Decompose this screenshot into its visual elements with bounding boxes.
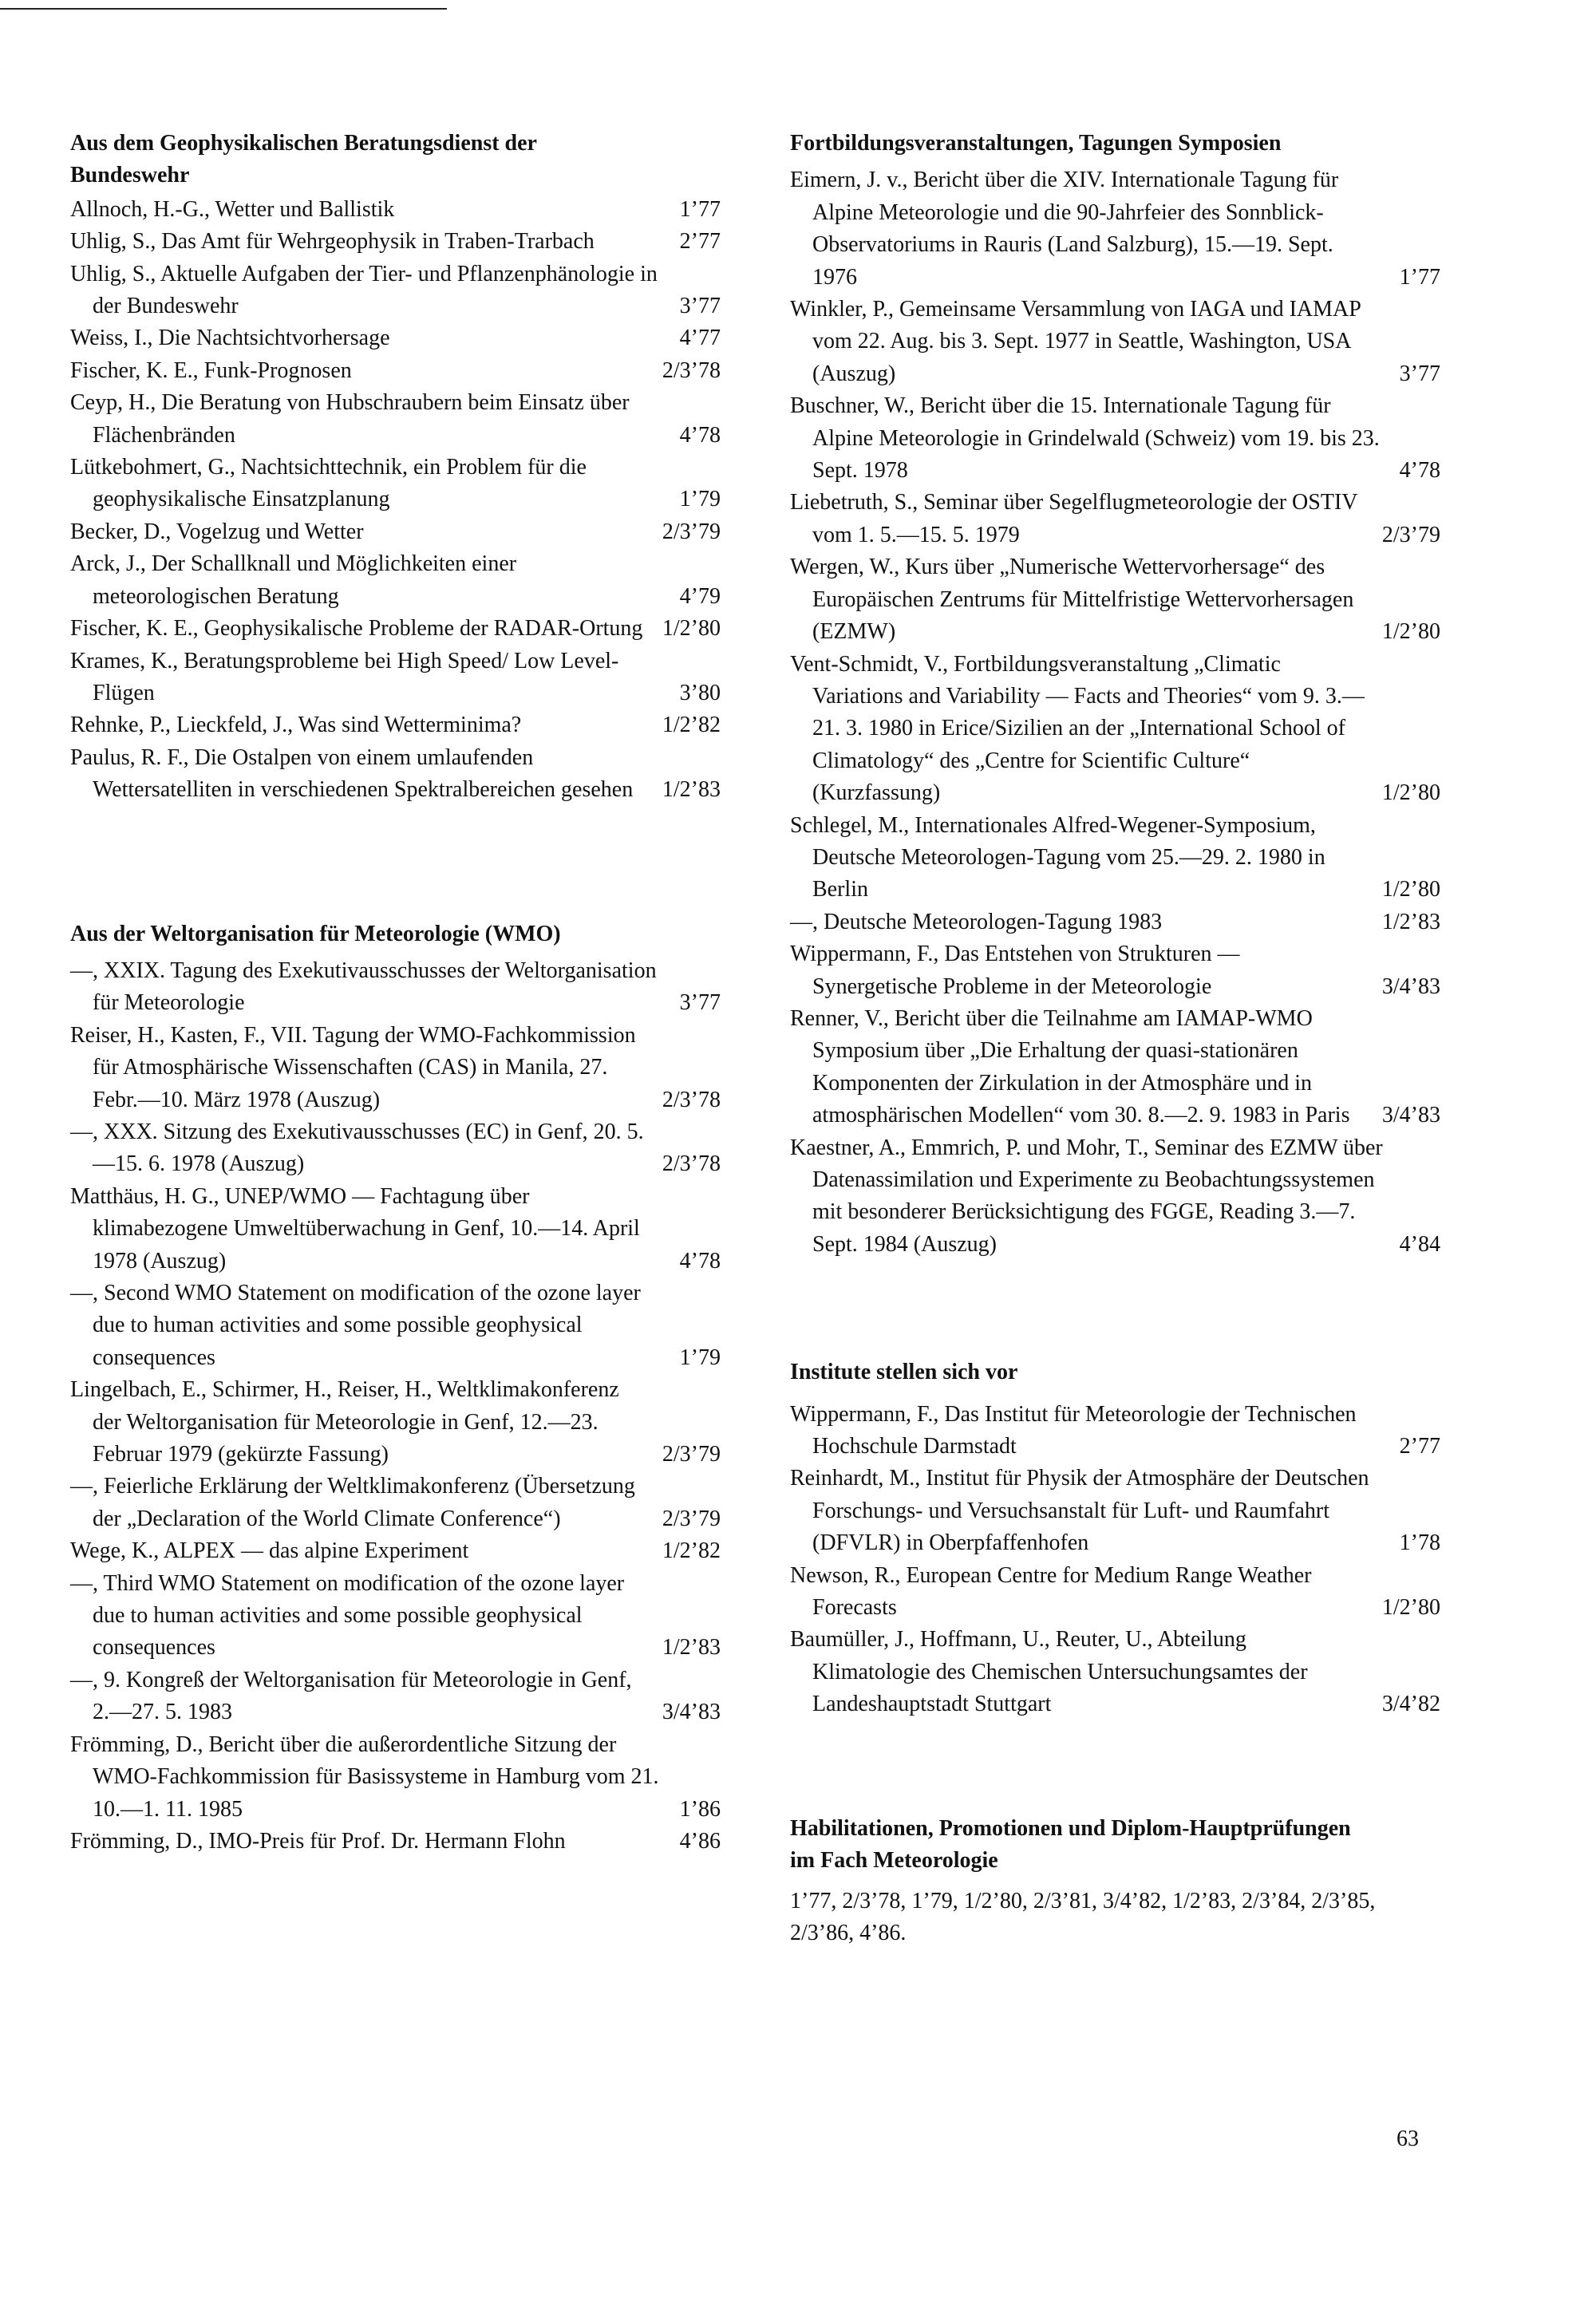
list-item	[70, 259, 721, 323]
list-item	[70, 516, 721, 548]
section-heading: Institute stellen sich vor	[790, 1360, 1018, 1385]
issue-ref: 1’77	[679, 196, 721, 222]
entry-text: —, Second WMO Statement on modification of the ozone layer due to human activities and some possible geophysical consequences	[70, 1281, 641, 1370]
entry-text: Wippermann, F., Das Entstehen von Strukturen — Synergetische Probleme in der Meteorologie	[790, 942, 1240, 999]
entry-text: Winkler, P., Gemeinsame Versammlung von IAGA und IAMAP vom 22. Aug. bis 3. Sept. 1977 in Seattle, Washington, USA (Auszug)	[790, 297, 1361, 386]
issue-ref: 1/2’82	[662, 1538, 721, 1564]
list-item	[70, 1729, 721, 1826]
issue-ref: 3/4’83	[662, 1700, 721, 1725]
entry-text: Weiss, I., Die Nachtsichtvorhersage	[70, 326, 390, 351]
issue-ref: 3/4’83	[1381, 973, 1440, 999]
issue-ref: 3/4’83	[1381, 1103, 1440, 1128]
entry-text: Kaestner, A., Emmrich, P. und Mohr, T., Seminar des EZMW über Datenassimilation und Experimente zu Beobachtungssystemen mit besonderer Berücksichtigung des FGGE, Reading 3.—7. Sept. 1984 (Auszug)	[790, 1135, 1383, 1257]
right-column	[790, 128, 1440, 1949]
list-item	[70, 742, 721, 807]
issue-ref: 2’77	[1399, 1434, 1440, 1459]
issue-ref: 4’78	[679, 422, 721, 448]
issue-ref: 1’79	[679, 1345, 721, 1370]
section-habilitationen	[790, 1813, 1440, 1950]
section-heading: Aus dem Geophysikalischen Beratungsdienst der Bundeswehr	[70, 131, 537, 188]
issue-ref: 1/2’80	[1381, 877, 1440, 902]
entry-text: Paulus, R. F., Die Ostalpen von einem umlaufenden Wettersatelliten in verschiedenen Spektralbereichen gesehen	[70, 744, 634, 803]
issue-ref: 1/2’83	[662, 1635, 721, 1661]
section-heading: Aus der Weltorganisation für Meteorologie (WMO)	[70, 921, 561, 946]
section-heading: Habilitationen, Promotionen und Diplom-Hauptprüfungen im Fach Meteorologie	[790, 1815, 1351, 1874]
list-item	[70, 452, 721, 516]
entry-text: Liebetruth, S., Seminar über Segelflugmeteorologie der OSTIV vom 1. 5.—15. 5. 1979	[790, 490, 1357, 547]
entry-text: —, Third WMO Statement on modification of the ozone layer due to human activities and some possible geophysical consequences	[70, 1570, 625, 1661]
section-wmo	[70, 918, 721, 1858]
entry-text: —, XXIX. Tagung des Exekutivausschusses der Weltorganisation für Meteorologie	[70, 958, 657, 1016]
entry-text: Lingelbach, E., Schirmer, H., Reiser, H., Weltklimakonferenz der Weltorganisation für Meteorologie in Genf, 12.—23. Februar 1979 (gekürzte Fassung)	[70, 1377, 619, 1467]
list-item	[790, 294, 1440, 390]
list-item	[790, 649, 1440, 810]
issue-ref: 4’86	[679, 1828, 721, 1854]
section-geophysik	[70, 128, 721, 807]
list-item	[70, 387, 721, 452]
list-item	[790, 906, 1440, 938]
entry-text: Reiser, H., Kasten, F., VII. Tagung der WMO-Fachkommission für Atmosphärische Wissenschaften (CAS) in Manila, 27. Febr.—10. März 1978 (Auszug)	[70, 1022, 636, 1112]
entry-text: Frömming, D., Bericht über die außerordentliche Sitzung der WMO-Fachkommission für Basissysteme in Hamburg vom 21. 10.—1. 11. 1985	[70, 1732, 659, 1822]
list-item	[70, 1568, 721, 1664]
list-item	[790, 938, 1440, 1003]
section-institute	[790, 1356, 1440, 1720]
issue-ref: 2’77	[679, 229, 721, 255]
list-item	[70, 355, 721, 387]
issue-ref: 4’84	[1399, 1231, 1440, 1257]
issue-ref: 1’77	[1399, 264, 1440, 290]
list-item	[70, 1020, 721, 1116]
list-item	[70, 1535, 721, 1567]
issue-ref: 2/3’78	[662, 357, 721, 383]
entry-text: Buschner, W., Bericht über die 15. Internationale Tagung für Alpine Meteorologie in Grindelwald (Schweiz) vom 19. bis 23. Sept. 1978	[790, 393, 1380, 484]
list-item	[790, 1132, 1440, 1262]
page-number: 63	[1396, 2126, 1419, 2151]
list-item	[70, 1116, 721, 1181]
entry-text: Wergen, W., Kurs über „Numerische Wettervorhersage“ des Europäischen Zentrums für Mittelfristige Wettervorhersagen (EZMW)	[790, 555, 1354, 645]
list-item	[70, 1664, 721, 1729]
list-item	[70, 955, 721, 1020]
entry-text: —, Feierliche Erklärung der Weltklimakonferenz (Übersetzung der „Declaration of the World Climate Conference“)	[70, 1474, 635, 1531]
entry-text: Reinhardt, M., Institut für Physik der Atmosphäre der Deutschen Forschungs- und Versuchsanstalt für Luft- und Raumfahrt (DFVLR) in Oberpfaffenhofen	[790, 1466, 1369, 1556]
issue-ref: 4’79	[679, 583, 721, 609]
issue-ref: 3’77	[1399, 361, 1440, 386]
issue-ref: 4’78	[679, 1248, 721, 1274]
entry-text: Uhlig, S., Das Amt für Wehrgeophysik in Traben-Trarbach	[70, 229, 595, 255]
issue-ref: 1’86	[679, 1796, 721, 1822]
entry-text: —, Deutsche Meteorologen-Tagung 1983	[790, 909, 1163, 934]
issue-ref: 3’77	[679, 294, 721, 319]
top-rule	[0, 8, 447, 10]
issue-ref: 1/2’80	[1381, 1595, 1440, 1621]
entry-text: Arck, J., Der Schallknall und Möglichkeiten einer meteorologischen Beratung	[70, 551, 517, 609]
entry-text: Schlegel, M., Internationales Alfred-Wegener-Symposium, Deutsche Meteorologen-Tagung vom 25.—29. 2. 1980 in Berlin	[790, 812, 1325, 902]
list-item	[70, 548, 721, 613]
issue-ref: 1/2’80	[1381, 780, 1440, 806]
entry-text: Lütkebohmert, G., Nachtsichttechnik, ein Problem für die geophysikalische Einsatzplanung	[70, 455, 587, 512]
issue-ref: 1/2’83	[662, 777, 721, 803]
entry-text: Renner, V., Bericht über die Teilnahme am IAMAP-WMO Symposium über „Die Erhaltung der quasi-stationären Komponenten der Zirkulation in der Atmosphäre und in atmosphärischen Modellen“ vom 30. 8.—2. 9. 1983 in Paris	[790, 1005, 1350, 1128]
entry-text: Rehnke, P., Lieckfeld, J., Was sind Wetterminima?	[70, 713, 522, 738]
list-item	[70, 226, 721, 258]
entry-text: Frömming, D., IMO-Preis für Prof. Dr. Hermann Flohn	[70, 1828, 566, 1854]
list-item	[790, 1399, 1440, 1463]
entry-text: Krames, K., Beratungsprobleme bei High Speed/ Low Level-Flügen	[70, 648, 619, 705]
list-item	[70, 613, 721, 645]
issue-ref: 1/2’83	[1381, 909, 1440, 934]
entry-text: Ceyp, H., Die Beratung von Hubschraubern beim Einsatz über Flächenbränden	[70, 390, 630, 448]
issue-ref: 3’77	[679, 990, 721, 1016]
list-item	[790, 164, 1440, 294]
list-item	[790, 1463, 1440, 1559]
list-item	[70, 1181, 721, 1277]
entry-text: Baumüller, J., Hoffmann, U., Reuter, U., Abteilung Klimatologie des Chemischen Untersuchungsamtes der Landeshauptstadt Stuttgart	[790, 1627, 1308, 1717]
entry-text: Matthäus, H. G., UNEP/WMO — Fachtagung über klimabezogene Umweltüberwachung in Genf, 10.—14. April 1978 (Auszug)	[70, 1183, 640, 1274]
issue-ref: 4’78	[1399, 458, 1440, 484]
entry-text: Fischer, K. E., Geophysikalische Probleme der RADAR-Ortung	[70, 616, 643, 642]
list-item	[70, 1471, 721, 1535]
entry-text: Wippermann, F., Das Institut für Meteorologie der Technischen Hochschule Darmstadt	[790, 1401, 1357, 1459]
issue-ref: 3/4’82	[1381, 1692, 1440, 1717]
entry-text: Wege, K., ALPEX — das alpine Experiment	[70, 1538, 469, 1564]
issue-ref: 1’79	[679, 487, 721, 512]
entry-text: Allnoch, H.-G., Wetter und Ballistik	[70, 196, 395, 222]
issue-ref: 2/3’78	[662, 1151, 721, 1177]
list-item	[70, 709, 721, 741]
issue-list: 1’77, 2/3’78, 1’79, 1/2’80, 2/3’81, 3/4’82, 1/2’83, 2/3’84, 2/3’85, 2/3’86, 4’86.	[790, 1888, 1376, 1945]
issue-ref: 2/3’79	[662, 1442, 721, 1467]
entry-text: Newson, R., European Centre for Medium Range Weather Forecasts	[790, 1562, 1312, 1621]
left-column	[70, 128, 721, 1858]
entry-text: Eimern, J. v., Bericht über die XIV. Internationale Tagung für Alpine Meteorologie und die 90-Jahrfeier des Sonnblick-Observatoriums in Rauris (Land Salzburg), 15.—19. Sept. 1976	[790, 168, 1339, 290]
issue-ref: 3’80	[679, 680, 721, 705]
list-item	[70, 1277, 721, 1374]
list-item	[790, 1624, 1440, 1720]
list-item	[790, 1003, 1440, 1132]
list-item	[790, 551, 1440, 648]
entry-text: Fischer, K. E., Funk-Prognosen	[70, 357, 352, 383]
entry-text: —, 9. Kongreß der Weltorganisation für Meteorologie in Genf, 2.—27. 5. 1983	[70, 1667, 632, 1725]
section-heading: Fortbildungsveranstaltungen, Tagungen Symposien	[790, 131, 1282, 156]
issue-ref: 4’77	[679, 326, 721, 351]
issue-ref: 2/3’78	[662, 1087, 721, 1112]
issue-ref: 2/3’79	[662, 1506, 721, 1531]
issue-ref: 2/3’79	[662, 519, 721, 544]
list-item	[790, 487, 1440, 551]
list-item	[70, 194, 721, 226]
issue-ref: 1’78	[1399, 1530, 1440, 1556]
list-item	[70, 1826, 721, 1858]
issue-ref: 1/2’82	[662, 713, 721, 738]
list-item	[790, 810, 1440, 906]
issue-ref: 2/3’79	[1381, 522, 1440, 547]
issue-ref: 1/2’80	[1381, 619, 1440, 645]
entry-text: Vent-Schmidt, V., Fortbildungsveranstaltung „Climatic Variations and Variability — Facts and Theories“ vom 9. 3.—21. 3. 1980 in Erice/Sizilien an der „International School of Climatology“ des „Centre for Scientific Culture“ (Kurzfassung)	[790, 651, 1365, 806]
entry-text: Uhlig, S., Aktuelle Aufgaben der Tier- und Pflanzenphänologie in der Bundeswehr	[70, 261, 658, 319]
list-item	[790, 390, 1440, 487]
entry-text: —, XXX. Sitzung des Exekutivausschusses (EC) in Genf, 20. 5.—15. 6. 1978 (Auszug)	[70, 1119, 644, 1177]
section-fortbildung	[790, 128, 1440, 1261]
list-item	[70, 322, 721, 354]
list-item	[70, 646, 721, 710]
issue-ref: 1/2’80	[662, 616, 721, 642]
list-item	[790, 1560, 1440, 1625]
entry-text: Becker, D., Vogelzug und Wetter	[70, 519, 364, 544]
list-item	[70, 1374, 721, 1471]
